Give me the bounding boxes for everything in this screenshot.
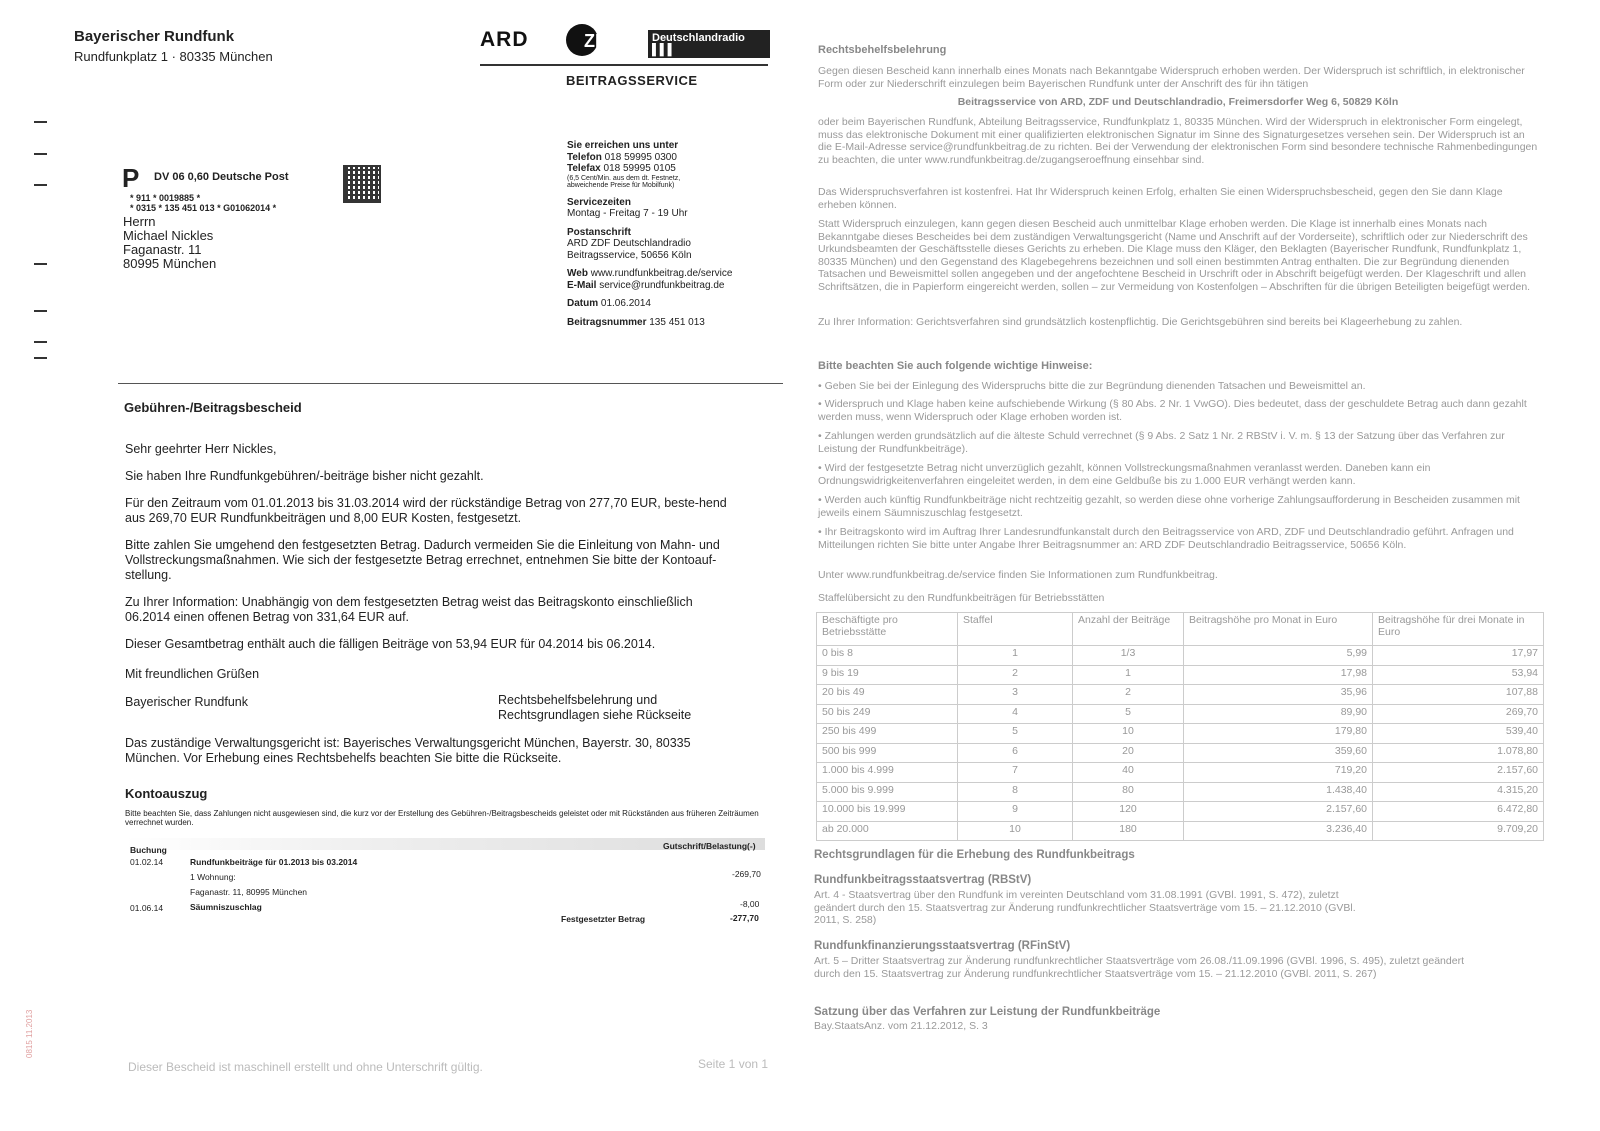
recipient-line: Herrn <box>123 214 156 229</box>
page-number: Seite 1 von 1 <box>698 1057 769 1071</box>
body-paragraph: Bitte zahlen Sie umgehend den festgesetzten Betrag. Dadurch vermeiden Sie die Einleitung von Mahn- und Vollstreckungsmaßnahmen. Wie sich der festgesetzte Betrag errechnet, entnehmen Sie bitte der Kontoauf-stellung. <box>125 538 720 582</box>
fee-table <box>816 612 1544 841</box>
table-cell: 6.472,80 <box>1373 802 1544 822</box>
fold-mark <box>34 310 47 312</box>
booking-detail: 1 Wohnung: <box>190 872 236 882</box>
table-cell: 80 <box>1073 782 1184 802</box>
back-reference-line: Rechtsgrundlagen siehe Rückseite <box>498 708 692 722</box>
back-paragraph: Statt Widerspruch einzulegen, kann gegen diesen Bescheid auch unmittelbar Klage erhoben werden. Die Klage ist innerhalb eines Monats nach Bekanntgabe dieses Bescheides bei dem zuständigen Verwaltungsgericht (Name und Anschrift auf der Vorderseite), schriftlich oder zur Niederschrift des Urkundsbeamten der Geschäftsstelle dieses Gerichts zu erheben. Die Klage muss den Kläger, den Beklagten (Bayerischer Rundfunk, Rundfunkplatz 1, 80335 München) und den Gegenstand des Klagebegehrens bezeichnen und soll einen bestimmten Antrag enthalten. Die zur Begründung dienenden Tatsachen und Beweismittel sollen angegeben und der angefochtene Bescheid in Urschrift oder in Abschrift beigefügt werden. Der Klageschrift und allen Schriftsätzen, die in Papierform eingereicht werden, sollen – zur Vermeidung von Kostenfolgen – Abschriften für die übrigen Beteiligten beigefügt werden. <box>818 218 1531 293</box>
table-cell: 53,94 <box>1373 665 1544 685</box>
table-cell: 2.157,60 <box>1184 802 1373 822</box>
beitragsservice-label: BEITRAGSSERVICE <box>566 73 698 88</box>
table-row <box>817 763 1544 783</box>
fold-mark <box>34 153 47 155</box>
table-row <box>817 704 1544 724</box>
table-row <box>817 665 1544 685</box>
table-cell: 4.315,20 <box>1373 782 1544 802</box>
table-cell: 10 <box>958 821 1073 841</box>
table-cell: 7 <box>958 763 1073 783</box>
body-paragraph: Für den Zeitraum vom 01.01.2013 bis 31.03.2014 wird der rückständige Betrag von 277,70 EUR, beste-hend aus 269,70 EUR Rundfunkbeiträgen und 8,00 EUR Kosten, festgesetzt. <box>125 496 727 525</box>
deutschlandradio-logo: Deutschlandradio ▌▌▌ <box>648 30 770 58</box>
fold-mark <box>34 263 47 265</box>
booking-amount: -269,70 <box>732 869 761 879</box>
email-row <box>567 280 787 292</box>
law-text: Art. 5 – Dritter Staatsvertrag zur Änderung rundfunkrechtlicher Staatsverträge vom 26.08./11.09.1996 (GVBl. 1996, S. 495), zuletzt geändert durch den 15. Staatsvertrag zur Änderung rundfunkrechtlicher Staatsverträge vom 15. – 21.12.2010 (GVBl. 2011, S. 267) <box>814 955 1464 980</box>
table-header: Beitragshöhe pro Monat in Euro <box>1184 613 1373 646</box>
table-cell: 10.000 bis 19.999 <box>817 802 958 822</box>
fax-row <box>567 163 787 175</box>
contact-block <box>567 140 787 328</box>
back-paragraph: oder beim Bayerischen Rundfunk, Abteilung Beitragsservice, Rundfunkplatz 1, 80335 München. Wird der Widerspruch in elektronischer Form eingelegt, muss das elektronische Dokument mit einer qualifizierten elektronischen Signatur im Sinne des Signaturgesetzes versehen sein. Der Widerspruch ist an die E-Mail-Adresse service@rundfunkbeitrag.de zu richten. Bei der Verwendung der elektronischen Form sind besondere technische Rahmenbedingungen zu beachten, die unter www.rundfunkbeitrag.de/zugangseroeffnung einsehbar sind. <box>818 116 1538 166</box>
law-text: Art. 4 - Staatsvertrag über den Rundfunk im vereinten Deutschland vom 31.08.1991 (GVBl. 1991, S. 472), zuletzt geändert durch den 15. Staatsvertrag zur Änderung rundfunkrechtlicher Staatsverträge vom 15. – 21.12.2010 (GVBl. 2011, S. 258) <box>814 889 1356 926</box>
back-paragraph: Gegen diesen Bescheid kann innerhalb eines Monats nach Bekanntgabe Widerspruch erhoben werden. Der Widerspruch ist schriftlich, in elektronischer Form oder zur Niederschrift einzulegen beim Bayerischen Rundfunk unter der Anschrift des für ihn tätigen <box>818 65 1525 90</box>
table-cell: 2 <box>1073 685 1184 705</box>
back-reference <box>498 693 758 723</box>
table-cell: 1 <box>1073 665 1184 685</box>
table-cell: 9 bis 19 <box>817 665 958 685</box>
call-cost-note: (6,5 Cent/Min. aus dem dt. Festnetz, <box>567 174 681 182</box>
notice-bullet: • Geben Sie bei der Einlegung des Widerspruchs bitte die zur Begründung dienenden Tatsachen und Beweismittel an. <box>818 380 1366 392</box>
datamatrix-code <box>343 165 381 203</box>
table-cell: 3 <box>958 685 1073 705</box>
header-divider <box>118 383 783 384</box>
recipient-line: 80995 München <box>123 256 217 271</box>
table-row <box>817 724 1544 744</box>
notice-bullet: • Wird der festgesetzte Betrag nicht unverzüglich gezahlt, können Vollstreckungsmaßnahmen veranlasst werden. Daneben kann ein Ordnungswidrigkeitenverfahren eingeleitet werden, in dem eine Geldbuße bis zu 1.000 EUR verhängt werden kann. <box>818 462 1431 487</box>
sender-address: Rundfunkplatz 1 · 80335 München <box>74 49 273 64</box>
table-cell: 180 <box>1073 821 1184 841</box>
back-address: Beitragsservice von ARD, ZDF und Deutschlandradio, Freimersdorfer Weg 6, 50829 Köln <box>957 96 1399 108</box>
statement-title: Kontoauszug <box>125 786 208 801</box>
total-amount: -277,70 <box>730 913 759 923</box>
table-cell: 4 <box>958 704 1073 724</box>
contact-heading: Sie erreichen uns unter <box>567 140 679 151</box>
section-heading: Rechtsbehelfsbelehrung <box>818 44 947 56</box>
routing-code-2: * 0315 * 135 451 013 * G01062014 * <box>130 203 277 213</box>
web-label: Web <box>567 268 588 279</box>
table-header: Beschäftigte pro Betriebsstätte <box>817 613 958 646</box>
body-paragraph: Sie haben Ihre Rundfunkgebühren/-beiträge bisher nicht gezahlt. <box>125 469 484 483</box>
table-cell: 35,96 <box>1184 685 1373 705</box>
date-value: 01.06.2014 <box>600 298 651 309</box>
law-title: Satzung über das Verfahren zur Leistung der Rundfunkbeiträge <box>814 1006 1161 1018</box>
deutschlandradio-label: Deutschlandradio <box>652 32 745 44</box>
table-cell: 20 <box>1073 743 1184 763</box>
date-label: Datum <box>567 298 599 309</box>
info-line: Unter www.rundfunkbeitrag.de/service finden Sie Informationen zum Rundfunkbeitrag. <box>818 569 1218 581</box>
table-header: Anzahl der Beiträge <box>1073 613 1184 646</box>
recipient-line: Faganastr. 11 <box>123 242 202 257</box>
hours-value: Montag - Freitag 7 - 19 Uhr <box>567 208 688 219</box>
table-cell: 3.236,40 <box>1184 821 1373 841</box>
body-paragraph: Zu Ihrer Information: Unabhängig von dem festgesetzten Betrag weist das Beitragskonto einschließlich 06.2014 einen offenen Betrag von 331,64 EUR auf. <box>125 595 693 624</box>
fax-number: 018 59995 0105 <box>603 163 676 174</box>
number-row <box>567 317 787 329</box>
table-cell: 17,97 <box>1373 646 1544 666</box>
table-cell: 2 <box>958 665 1073 685</box>
table-cell: 0 bis 8 <box>817 646 958 666</box>
phone-row <box>567 152 787 164</box>
booking-detail: Faganastr. 11, 80995 München <box>190 887 308 897</box>
recipient-address <box>123 215 216 271</box>
table-cell: 8 <box>958 782 1073 802</box>
ard-logo: ARD <box>480 28 529 51</box>
logo-divider <box>480 64 768 66</box>
table-row <box>817 821 1544 841</box>
table-row <box>817 802 1544 822</box>
table-cell: 1.438,40 <box>1184 782 1373 802</box>
postage-p: P <box>122 163 140 193</box>
notice-bullet: • Widerspruch und Klage haben keine aufschiebende Wirkung (§ 80 Abs. 2 Nr. 1 VwGO). Dies bedeutet, dass der geschuldete Betrag auch dann gezahlt werden muss, wenn Widerspruch oder Klage erhoben worden ist. <box>818 398 1527 423</box>
table-cell: 5 <box>1073 704 1184 724</box>
table-cell: 17,98 <box>1184 665 1373 685</box>
table-cell: 1.078,80 <box>1373 743 1544 763</box>
contribution-number: 135 451 013 <box>649 316 705 328</box>
fold-mark <box>34 121 47 123</box>
table-cell: 6 <box>958 743 1073 763</box>
document-title: Gebühren-/Beitragsbescheid <box>124 400 302 415</box>
table-cell: 719,20 <box>1184 763 1373 783</box>
broadcaster-logos <box>480 22 770 97</box>
closing: Mit freundlichen Grüßen <box>125 667 260 681</box>
col-booking: Buchung <box>130 845 167 855</box>
table-cell: 1/3 <box>1073 646 1184 666</box>
table-cell: 5.000 bis 9.999 <box>817 782 958 802</box>
table-cell: 500 bis 999 <box>817 743 958 763</box>
postage-line: DV 06 0,60 Deutsche Post <box>154 171 289 183</box>
table-cell: 89,90 <box>1184 704 1373 724</box>
table-cell: 2.157,60 <box>1373 763 1544 783</box>
law-title: Rundfunkbeitragsstaatsvertrag (RBStV) <box>814 874 1032 886</box>
footer-note: Dieser Bescheid ist maschinell erstellt und ohne Unterschrift gültig. <box>128 1060 483 1074</box>
signature: Bayerischer Rundfunk <box>125 695 248 709</box>
table-cell: 10 <box>1073 724 1184 744</box>
table-cell: 9.709,20 <box>1373 821 1544 841</box>
form-code: 0815 11.2013 <box>25 1009 34 1058</box>
web-row <box>567 268 787 280</box>
booking-text: Rundfunkbeiträge für 01.2013 bis 03.2014 <box>190 857 358 867</box>
table-header: Beitragshöhe für drei Monate in Euro <box>1373 613 1544 646</box>
table-row <box>817 782 1544 802</box>
statement-note: Bitte beachten Sie, dass Zahlungen nicht ausgewiesen sind, die kurz vor der Erstellung des Gebühren-/Beitragsbescheids geleistet oder mit Rückständen aus früheren Zeiträumen verrechnet wurden. <box>125 809 759 827</box>
booking-amount: -8,00 <box>740 899 760 909</box>
postal-line: ARD ZDF Deutschlandradio <box>567 238 691 249</box>
table-cell: 359,60 <box>1184 743 1373 763</box>
fax-label: Telefax <box>567 163 601 174</box>
table-cell: 539,40 <box>1373 724 1544 744</box>
table-cell: 5,99 <box>1184 646 1373 666</box>
court-note: Das zuständige Verwaltungsgericht ist: Bayerisches Verwaltungsgericht München, Bayerstr. 30, 80335 München. Vor Erhebung eines Rechtsbehelfs beachten Sie bitte die Rückseite. <box>125 736 691 765</box>
col-amount: Gutschrift/Belastung(-) <box>663 841 756 851</box>
fold-mark <box>34 357 47 359</box>
law-text: Bay.StaatsAnz. vom 21.12.2012, S. 3 <box>814 1020 988 1032</box>
zdf-logo <box>565 22 619 58</box>
date-row <box>567 298 787 310</box>
table-cell: 20 bis 49 <box>817 685 958 705</box>
table-cell: 120 <box>1073 802 1184 822</box>
back-reference-line: Rechtsbehelfsbelehrung und <box>498 693 658 707</box>
table-cell: 50 bis 249 <box>817 704 958 724</box>
notice-bullet: • Zahlungen werden grundsätzlich auf die älteste Schuld verrechnet (§ 9 Abs. 2 Satz 1 Nr. 2 RBStV i. V. m. § 13 der Satzung über das Verfahren zur Leistung der Rundfunkbeiträge). <box>818 430 1505 455</box>
postal-label: Postanschrift <box>567 226 631 238</box>
fold-mark <box>34 184 47 186</box>
legal-basis-title: Rechtsgrundlagen für die Erhebung des Rundfunkbeitrags <box>814 849 1135 861</box>
table-cell: 9 <box>958 802 1073 822</box>
table-caption: Staffelübersicht zu den Rundfunkbeiträgen für Betriebsstätten <box>818 592 1105 604</box>
hours-label: Servicezeiten <box>567 196 631 208</box>
table-header-row <box>817 613 1544 646</box>
back-paragraph: Zu Ihrer Information: Gerichtsverfahren sind grundsätzlich kostenpflichtig. Die Gerichtsgebühren sind bereits bei Klageerhebung zu zahlen. <box>818 316 1463 328</box>
booking-date: 01.02.14 <box>130 857 164 867</box>
routing-code-1: * 911 * 0019885 * <box>130 193 201 203</box>
email-link[interactable]: service@rundfunkbeitrag.de <box>599 279 725 291</box>
body-paragraph: Dieser Gesamtbetrag enthält auch die fälligen Beiträge von 53,94 EUR für 04.2014 bis 06.2014. <box>125 637 656 651</box>
booking-date: 01.06.14 <box>130 903 164 913</box>
table-cell: ab 20.000 <box>817 821 958 841</box>
phone-number: 018 59995 0300 <box>604 151 677 163</box>
salutation: Sehr geehrter Herr Nickles, <box>125 442 277 456</box>
fold-mark <box>34 341 47 343</box>
call-cost-note: abweichende Preise für Mobilfunk) <box>567 182 675 189</box>
recipient-line: Michael Nickles <box>123 228 214 243</box>
total-label: Festgesetzter Betrag <box>561 914 646 924</box>
sender-name: Bayerischer Rundfunk <box>74 28 235 45</box>
booking-text: Säumniszuschlag <box>190 902 262 912</box>
section-heading: Bitte beachten Sie auch folgende wichtige Hinweise: <box>818 360 1093 372</box>
postal-line: Beitragsservice, 50656 Köln <box>567 249 692 261</box>
table-cell: 1.000 bis 4.999 <box>817 763 958 783</box>
web-link[interactable]: www.rundfunkbeitrag.de/service <box>590 268 733 279</box>
table-header: Staffel <box>958 613 1073 646</box>
email-label: E-Mail <box>567 279 597 291</box>
svg-text:ZDF: ZDF <box>584 31 619 51</box>
notice-bullet: • Ihr Beitragskonto wird im Auftrag Ihrer Landesrundfunkanstalt durch den Beitragsservice von ARD, ZDF und Deutschlandradio geführt. Anfragen und Mitteilungen richten Sie bitte unter Angabe Ihrer Beitragsnummer an: ARD ZDF Deutschlandradio Beitragsservice, 50656 Köln. <box>818 526 1514 551</box>
table-cell: 269,70 <box>1373 704 1544 724</box>
table-row <box>817 743 1544 763</box>
table-row <box>817 646 1544 666</box>
number-label: Beitragsnummer <box>567 316 647 328</box>
law-title: Rundfunkfinanzierungsstaatsvertrag (RFinStV) <box>814 940 1071 952</box>
table-cell: 250 bis 499 <box>817 724 958 744</box>
table-cell: 5 <box>958 724 1073 744</box>
table-cell: 1 <box>958 646 1073 666</box>
table-cell: 107,88 <box>1373 685 1544 705</box>
back-paragraph: Das Widerspruchsverfahren ist kostenfrei. Hat Ihr Widerspruch keinen Erfolg, erhalten Sie einen Widerspruchsbescheid, gegen den Sie dann Klage erheben können. <box>818 186 1503 211</box>
phone-label: Telefon <box>567 151 602 163</box>
notice-bullet: • Werden auch künftig Rundfunkbeiträge nicht rechtzeitig gezahlt, so werden diese ohne vorherige Zahlungsaufforderung in Bescheiden zusammen mit jeweils einem Säumniszuschlag festgesetzt. <box>818 494 1520 519</box>
table-row <box>817 685 1544 705</box>
table-cell: 179,80 <box>1184 724 1373 744</box>
table-cell: 40 <box>1073 763 1184 783</box>
